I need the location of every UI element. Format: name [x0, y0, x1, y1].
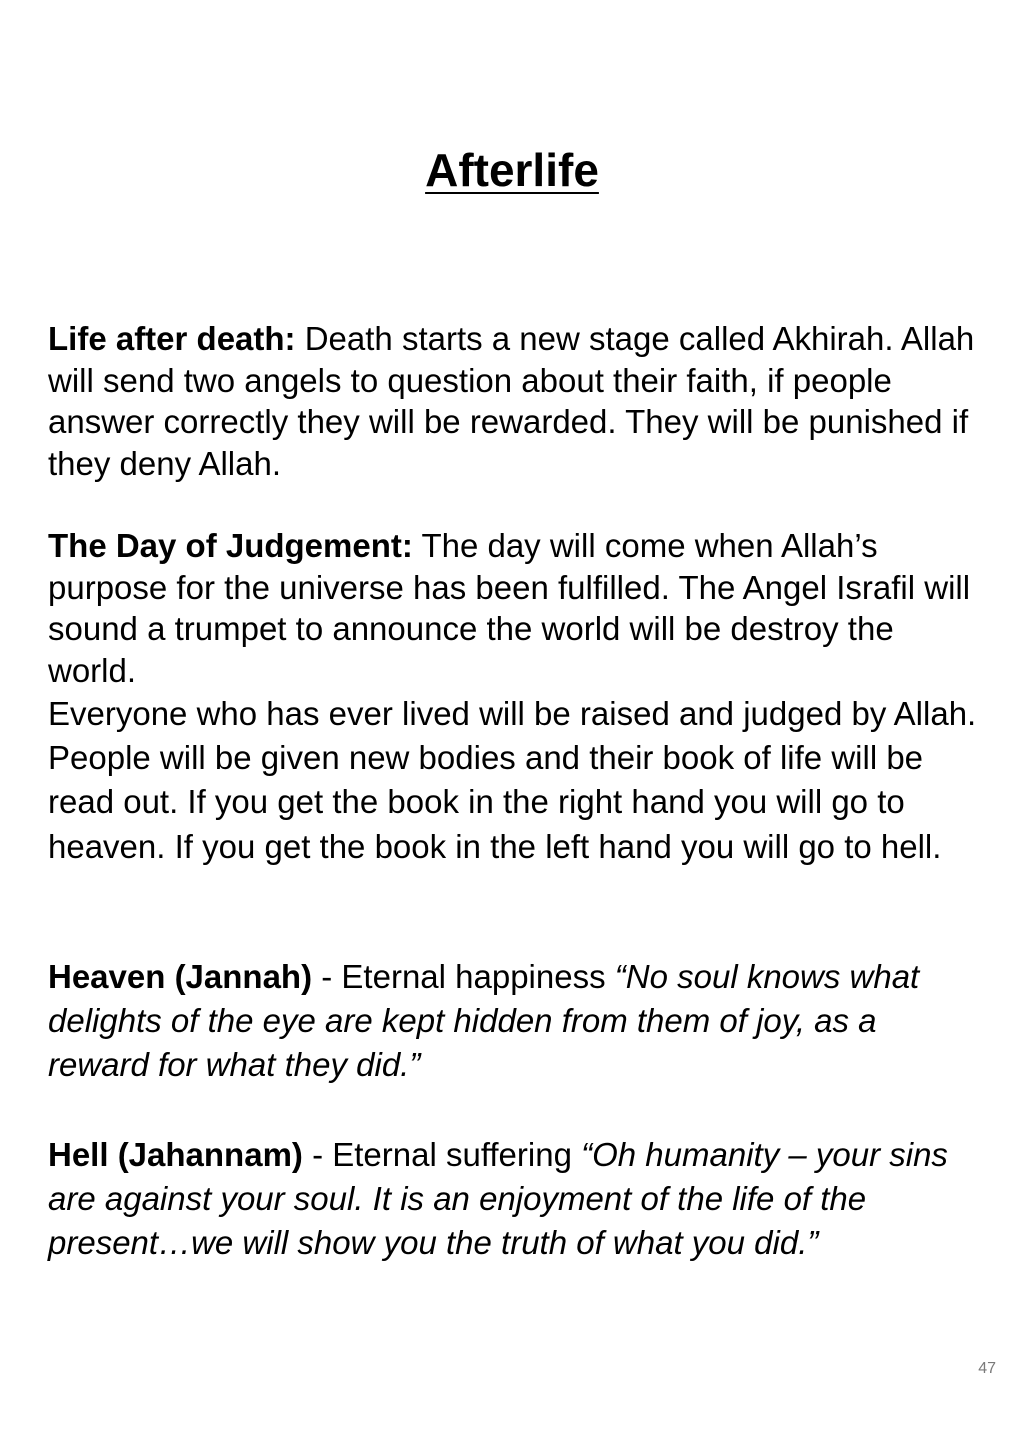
heaven-term: Heaven (Jannah)	[48, 958, 313, 995]
day-of-judgement-term: The Day of Judgement:	[48, 527, 413, 564]
life-after-death-term: Life after death:	[48, 320, 296, 357]
day-of-judgement-text: The day will come when Allah’s purpose for the universe has been fulfilled. The Angel Israfil will sound a trumpet to announce the world will be destroy the world.	[48, 527, 971, 689]
life-after-death-paragraph	[48, 318, 983, 484]
life-after-death-text: Death starts a new stage called Akhirah. Allah will send two angels to question about their faith, if people answer correctly they will be rewarded. They will be punished if they deny Allah.	[48, 320, 975, 482]
heaven-text: - Eternal happiness	[312, 958, 615, 995]
heaven-paragraph	[48, 955, 983, 1088]
hell-text: - Eternal suffering	[302, 1136, 582, 1173]
hell-quote: “Oh humanity – your sins are against your soul. It is an enjoyment of the life of the present…we will show you the truth of what you did.”	[48, 1136, 948, 1262]
heaven-quote: “No soul knows what delights of the eye are kept hidden from them of joy, as a reward for what they did.”	[48, 958, 920, 1084]
day-of-judgement-paragraph	[48, 525, 983, 691]
page-number: 47	[978, 1360, 996, 1377]
day-of-judgement-continuation: Everyone who has ever lived will be raised and judged by Allah. People will be given new bodies and their book of life will be read out. If you get the book in the right hand you will go to heaven. If you get the book in the left hand you will go to hell.	[48, 695, 977, 865]
hell-term: Hell (Jahannam)	[48, 1136, 303, 1173]
hell-paragraph	[48, 1133, 983, 1266]
page-title: Afterlife	[425, 144, 599, 196]
